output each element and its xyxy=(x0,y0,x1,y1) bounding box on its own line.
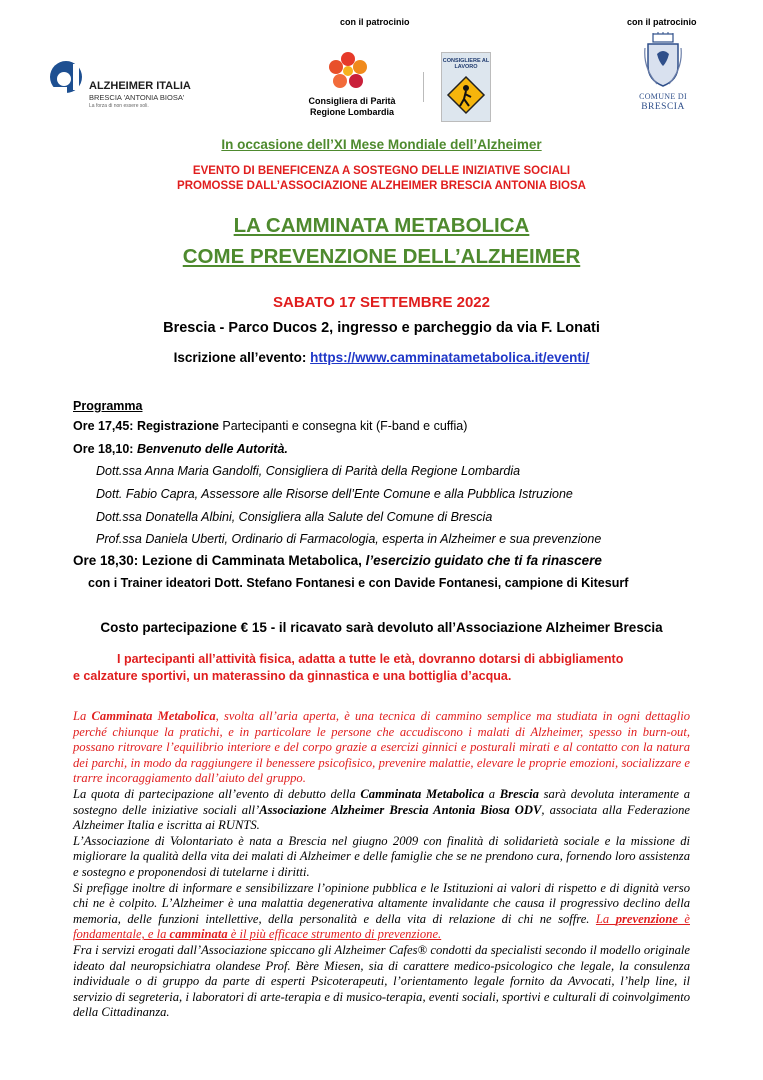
paragraph-associazione: L’Associazione di Volontariato è nata a Brescia nel giugno 2009 con finalità di solidarietà sociale e la missione di migliorare la qualità della vita dei malati di Alzheimer e delle famiglie che se ne prendono cura, fornendo loro assistenza e sostegno e proponendosi di tutelarne i diritti. xyxy=(73,833,690,879)
patrocinio-label-1: con il patrocinio xyxy=(340,17,410,27)
iscrizione-link[interactable]: https://www.camminatametabolica.it/eventi/ xyxy=(310,350,590,365)
intro-heading: In occasione dell’XI Mese Mondiale dell’Alzheimer xyxy=(221,137,542,152)
item-1-bold: Registrazione xyxy=(136,419,219,433)
item-1-time: Ore 17,45: xyxy=(73,419,137,433)
evento-line-2: PROMOSSE DALL’ASSOCIAZIONE ALZHEIMER BRESCIA ANTONIA BIOSA xyxy=(177,180,586,192)
event-date: SABATO 17 SETTEMBRE 2022 xyxy=(272,294,490,311)
speaker-3: Dott.ssa Donatella Albini, Consigliera alla Salute del Comune di Brescia xyxy=(96,510,493,524)
body-text xyxy=(73,709,690,1021)
p1-c: , svolta all’aria aperta, è una tecnica di cammino semplice ma studiata in ogni dettaglio perché chiunque la pratichi, e in particolare le persone che accudiscono i malati di Alzheimer, spesso in burn-out, possano ritrovare l’equilibrio interiore e del corpo grazie a esercizi ginnici e posturali mirati e al contatto con la natura dei parchi, in modo da raggiungere il benessere psicofisico, prevenire malattie, elevare le proprie emozioni, socializzare e trarre incoraggiamento dall’aiuto del gruppo. xyxy=(73,709,691,786)
consigliere-lavoro-sign xyxy=(441,52,491,122)
main-title-line-2: COME PREVENZIONE DELL’ALZHEIMER xyxy=(182,245,581,268)
avviso-line-1: I partecipanti all’attività fisica, adatta a tutte le età, dovranno dotarsi di abbigliamento xyxy=(117,652,624,666)
consigliera-line-2: Regione Lombardia xyxy=(309,107,394,117)
programma-item-3 xyxy=(73,553,602,568)
paragraph-quota xyxy=(73,787,690,834)
paragraph-servizi: Fra i servizi erogati dall’Associazione spiccano gli Alzheimer Cafes® condotti da specialisti secondo il modello originale ideato dal neuropsichiatra olandese Prof. Bère Miesen, sia di carattere medico-psicologico che legale, la consulenza individuale o di gruppo da parte di esperti Psicoterapeuti, l’orientamento legale fornito da Avvocati, l’help line, il servizio di segreteria, i laboratori di arte-terapia e di musico-terapia, eventi sociali, sportivi e culturali di coinvolgimento della Cittadinanza. xyxy=(73,942,690,1020)
programma-item-2 xyxy=(73,442,288,456)
p2-c: a xyxy=(484,786,500,801)
speaker-1: Dott.ssa Anna Maria Gandolfi, Consigliera di Parità della Regione Lombardia xyxy=(96,464,521,478)
comune-brescia-logo xyxy=(635,32,691,122)
comune-line-2: BRESCIA xyxy=(641,102,685,112)
p1-a: La xyxy=(73,709,92,723)
alz-logo-line-3: La forza di non essere soli. xyxy=(89,103,149,109)
p2-b: Camminata Metabolica xyxy=(360,786,485,801)
p4-d: è fondamentale, e la xyxy=(73,911,690,942)
p2-a: La quota di partecipazione all’evento di debutto della xyxy=(73,786,361,801)
avviso-line-2: e calzature sportivi, un materassino da ginnastica e una bottiglia d’acqua. xyxy=(73,669,512,683)
item-1-rest: Partecipanti e consegna kit (F-band e cuffia) xyxy=(218,419,468,433)
alzheimer-italia-logo xyxy=(49,60,219,120)
p2-f: Associazione Alzheimer Brescia Antonia Biosa ODV xyxy=(259,802,542,817)
p1-b: Camminata Metabolica xyxy=(91,709,216,723)
p2-g: , associata alla Federazione Alzheimer Italia e iscritta ai RUNTS. xyxy=(73,802,690,833)
warning-sign-icon xyxy=(446,75,486,115)
p2-d: Brescia xyxy=(499,786,539,801)
p4-f: è il più efficace strumento di prevenzione. xyxy=(227,927,442,942)
alz-logo-line-1: ALZHEIMER ITALIA xyxy=(89,80,191,92)
trainer-line: con i Trainer ideatori Dott. Stefano Fontanesi e con Davide Fontanesi, campione di Kitesurf xyxy=(88,576,629,590)
consigliera-parita-logo xyxy=(296,50,408,120)
event-location: Brescia - Parco Ducos 2, ingresso e parcheggio da via F. Lonati xyxy=(163,320,600,336)
alzheimer-logo-icon xyxy=(49,60,85,94)
paragraph-informare xyxy=(73,881,690,943)
iscrizione-line xyxy=(0,350,763,365)
iscrizione-label: Iscrizione all’evento: xyxy=(173,350,311,365)
evento-line-1: EVENTO DI BENEFICENZA A SOSTEGNO DELLE INIZIATIVE SOCIALI xyxy=(192,165,571,177)
paragraph-camminata xyxy=(73,709,690,787)
programma-heading: Programma xyxy=(73,399,143,413)
item-2-text: Benvenuto delle Autorità. xyxy=(136,442,288,456)
sign-text: CONSIGLIERE AL LAVORO xyxy=(442,58,490,70)
programma-item-1 xyxy=(73,419,467,433)
speaker-2: Dott. Fabio Capra, Assessore alle Risorse dell’Ente Comune e alla Pubblica Istruzione xyxy=(96,487,573,501)
item-3-bold: Lezione di Camminata Metabolica, xyxy=(142,553,366,568)
crest-icon xyxy=(643,32,683,88)
p4-a: Si prefigge inoltre di informare e sensibilizzare l’opinione pubblica e le Istituzioni ai valori di rispetto e di dignità verso chi ne è colpito. L’Alzheimer è una malattia degenerativa altamente invalidante che causa il progressivo declino della memoria, delle funzioni intellettive, della personalità e della vita di relazione di chi ne soffre. xyxy=(73,880,690,926)
alz-logo-line-2: BRESCIA 'ANTONIA BIOSA' xyxy=(89,93,185,102)
item-2-time: Ore 18,10: xyxy=(73,442,137,456)
logo-divider xyxy=(423,72,424,102)
item-3-time: Ore 18,30: xyxy=(73,553,143,568)
main-title-line-1: LA CAMMINATA METABOLICA xyxy=(233,214,530,237)
item-3-italic: l’esercizio guidato che ti fa rinascere xyxy=(365,553,602,568)
costo-line: Costo partecipazione € 15 - il ricavato sarà devoluto all’Associazione Alzheimer Brescia xyxy=(100,620,663,635)
consigliera-line-1: Consigliera di Parità xyxy=(308,96,396,106)
p4-c: prevenzione xyxy=(615,911,678,926)
patrocinio-label-2: con il patrocinio xyxy=(627,17,697,27)
comune-line-1: COMUNE DI xyxy=(639,92,687,101)
flower-logo-icon xyxy=(326,50,370,92)
p2-e: sarà devoluta interamente a sostegno delle iniziative sociali all’ xyxy=(73,786,690,817)
p4-e: camminata xyxy=(169,927,228,942)
speaker-4: Prof.ssa Daniela Uberti, Ordinario di Farmacologia, esperta in Alzheimer e sua prevenzione xyxy=(96,532,602,546)
p4-b: La xyxy=(595,911,616,926)
